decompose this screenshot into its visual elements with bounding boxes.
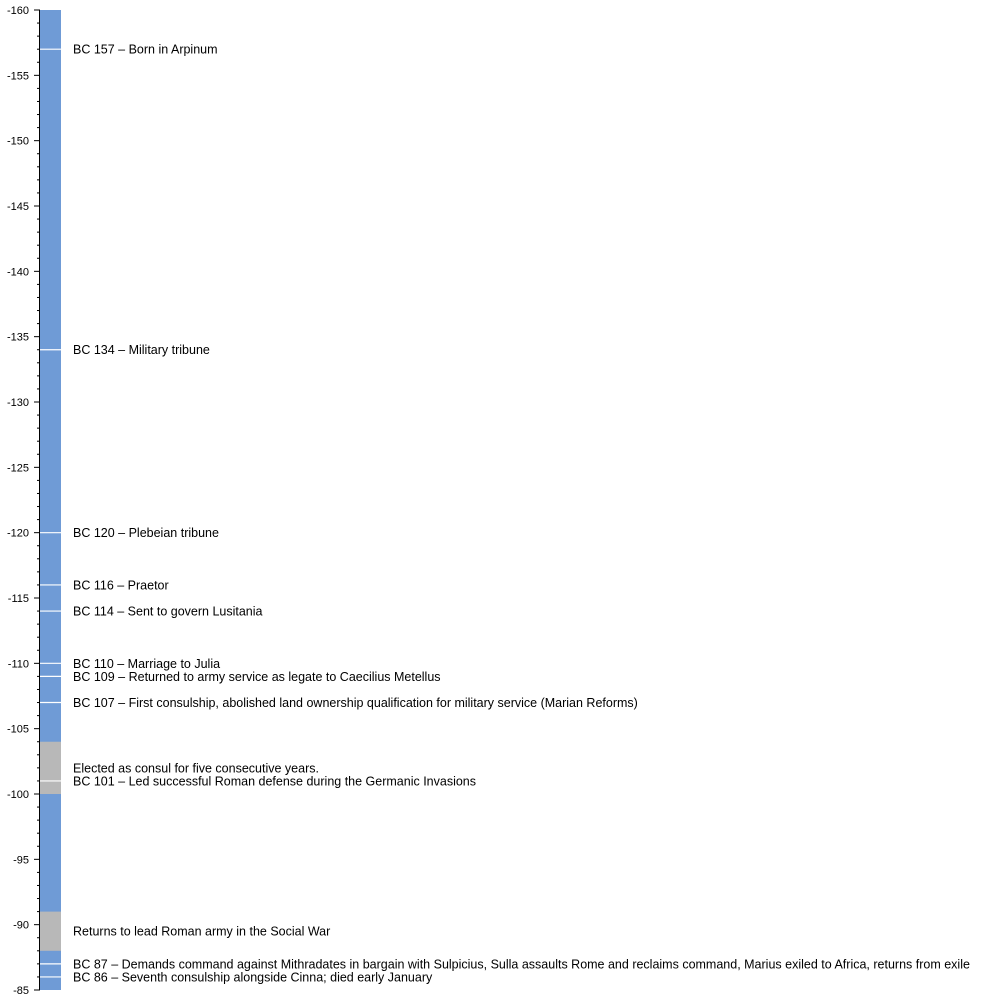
tick-label: -140: [6, 266, 29, 279]
event-label: BC 86 – Seventh consulship alongside Cinna; died early January: [73, 970, 433, 985]
event-layer: [40, 43, 970, 985]
tick-label: -125: [6, 462, 29, 475]
tick-label: -120: [6, 527, 29, 540]
tick-label: -115: [7, 593, 29, 605]
event-label: BC 116 – Praetor: [73, 578, 169, 593]
tick-label: -110: [7, 658, 29, 671]
event-label: BC 107 – First consulship, abolished land ownership qualification for military service (Marian Reforms): [73, 696, 638, 711]
event-label: BC 101 – Led successful Roman defense during the Germanic Invasions: [73, 774, 477, 789]
period-label: Returns to lead Roman army in the Social War: [73, 924, 331, 939]
period-label: Elected as consul for five consecutive years.: [73, 761, 319, 776]
event-label: BC 134 – Military tribune: [73, 343, 210, 358]
event-label: BC 114 – Sent to govern Lusitania: [73, 604, 263, 619]
tick-label: -130: [6, 397, 29, 409]
tick-label: -85: [13, 985, 29, 997]
timeline-bar-layer: [40, 10, 61, 990]
tick-label: -145: [6, 201, 29, 213]
event-label: BC 157 – Born in Arpinum: [73, 42, 218, 57]
event-label: BC 87 – Demands command against Mithradates in bargain with Sulpicius, Sulla assaults Rome and reclaims command, Marius exiled to Africa, returns from exile: [73, 957, 970, 972]
tick-label: -95: [13, 854, 29, 867]
tick-label: -150: [6, 135, 29, 148]
tick-label: -100: [6, 789, 29, 801]
event-label: BC 120 – Plebeian tribune: [73, 526, 219, 541]
tick-label: -90: [13, 919, 29, 932]
tick-label: -135: [6, 331, 29, 344]
tick-label: -155: [6, 70, 29, 83]
lifespan-bar: [40, 10, 61, 990]
tick-label: -105: [6, 723, 29, 736]
event-label: BC 110 – Marriage to Julia: [73, 656, 221, 671]
year-axis: [7, 5, 40, 997]
event-label: BC 109 – Returned to army service as legate to Caecilius Metellus: [73, 669, 441, 684]
period-block: [40, 742, 61, 794]
period-block: [40, 912, 61, 951]
tick-label: -160: [6, 5, 29, 17]
